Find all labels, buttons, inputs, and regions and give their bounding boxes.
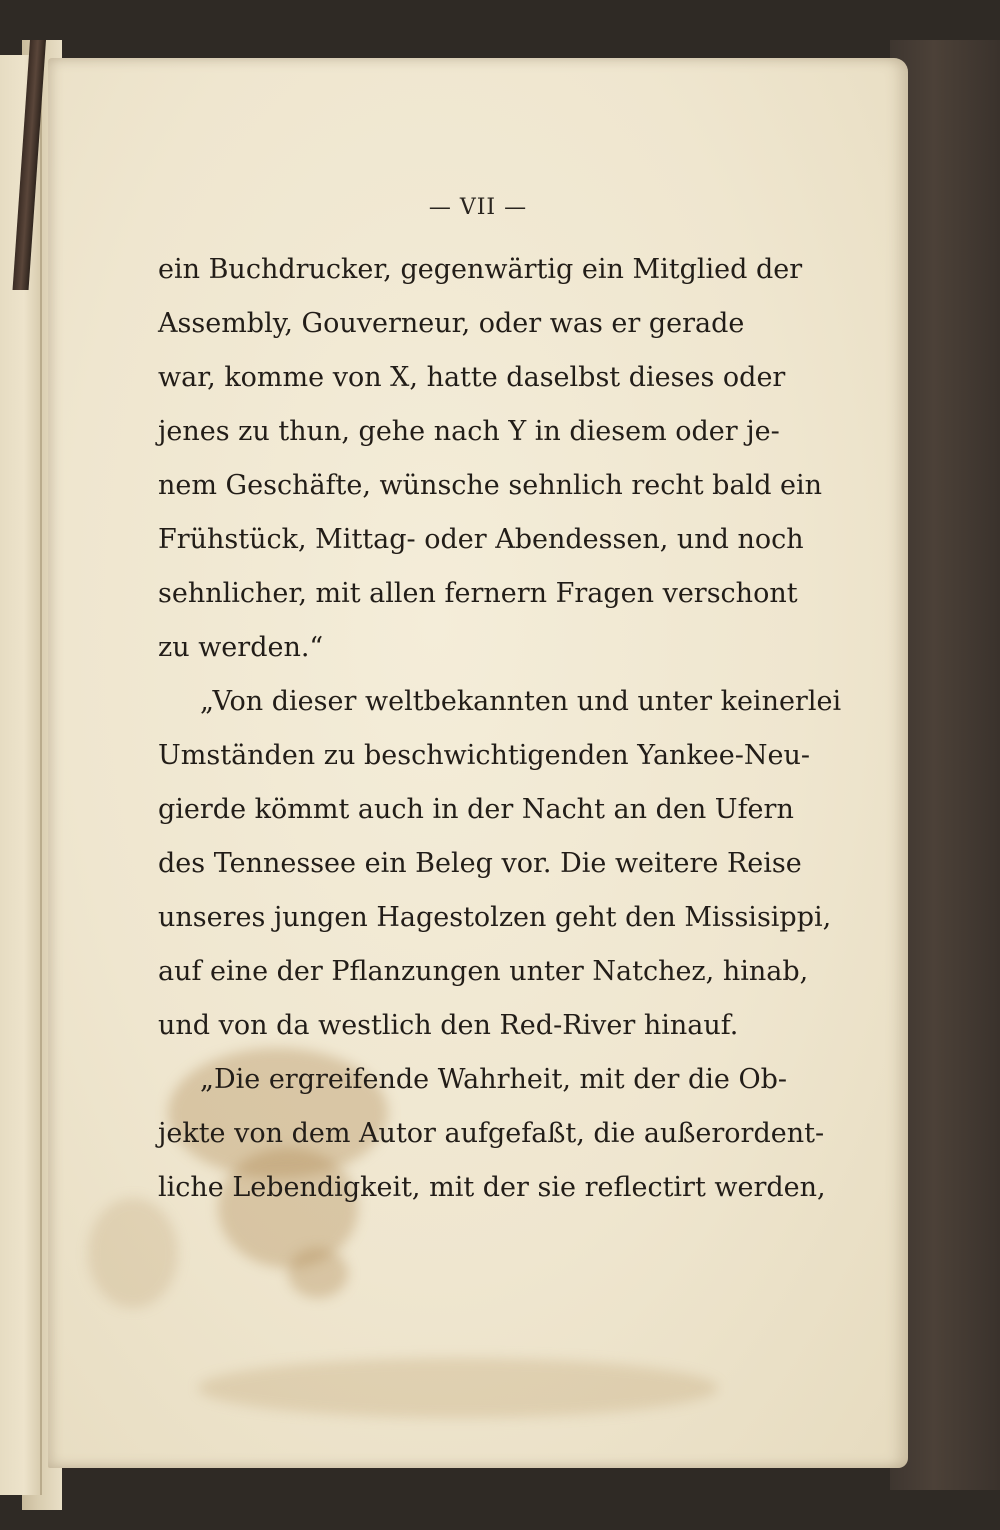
text-line: auf eine der Pflanzungen unter Natchez, hinab, [158, 956, 809, 987]
text-line: war, komme von X, hatte daselbst dieses oder [158, 362, 786, 393]
text-line: unseres jungen Hagestolzen geht den Missisippi, [158, 902, 832, 933]
text-line: jenes zu thun, gehe nach Y in diesem oder je- [158, 416, 780, 447]
water-stain [198, 1358, 718, 1418]
text-line: „Die ergreifende Wahrheit, mit der die Ob- [200, 1064, 787, 1095]
text-line: sehnlicher, mit allen fernern Fragen verschont [158, 578, 798, 609]
water-stain [288, 1248, 348, 1298]
text-line: Umständen zu beschwichtigenden Yankee-Neu- [158, 740, 811, 771]
text-line: zu werden.“ [158, 632, 324, 663]
text-line: und von da westlich den Red-River hinauf. [158, 1010, 739, 1041]
text-line: Assembly, Gouverneur, oder was er gerade [158, 308, 745, 339]
text-line: jekte von dem Autor aufgefaßt, die außerordent- [158, 1118, 825, 1149]
book-page [48, 58, 908, 1468]
text-line: gierde kömmt auch in der Nacht an den Ufern [158, 794, 794, 825]
text-line: des Tennessee ein Beleg vor. Die weitere Reise [158, 848, 802, 879]
text-line: liche Lebendigkeit, mit der sie reflectirt werden, [158, 1172, 826, 1203]
text-line: ein Buchdrucker, gegenwärtig ein Mitglied der [158, 254, 803, 285]
page-text [158, 243, 842, 1215]
text-line: nem Geschäfte, wünsche sehnlich recht bald ein [158, 470, 823, 501]
text-line: „Von dieser weltbekannten und unter keinerlei [200, 686, 842, 717]
text-line: Frühstück, Mittag- oder Abendessen, und noch [158, 524, 804, 555]
page-number: — VII — [428, 195, 528, 220]
